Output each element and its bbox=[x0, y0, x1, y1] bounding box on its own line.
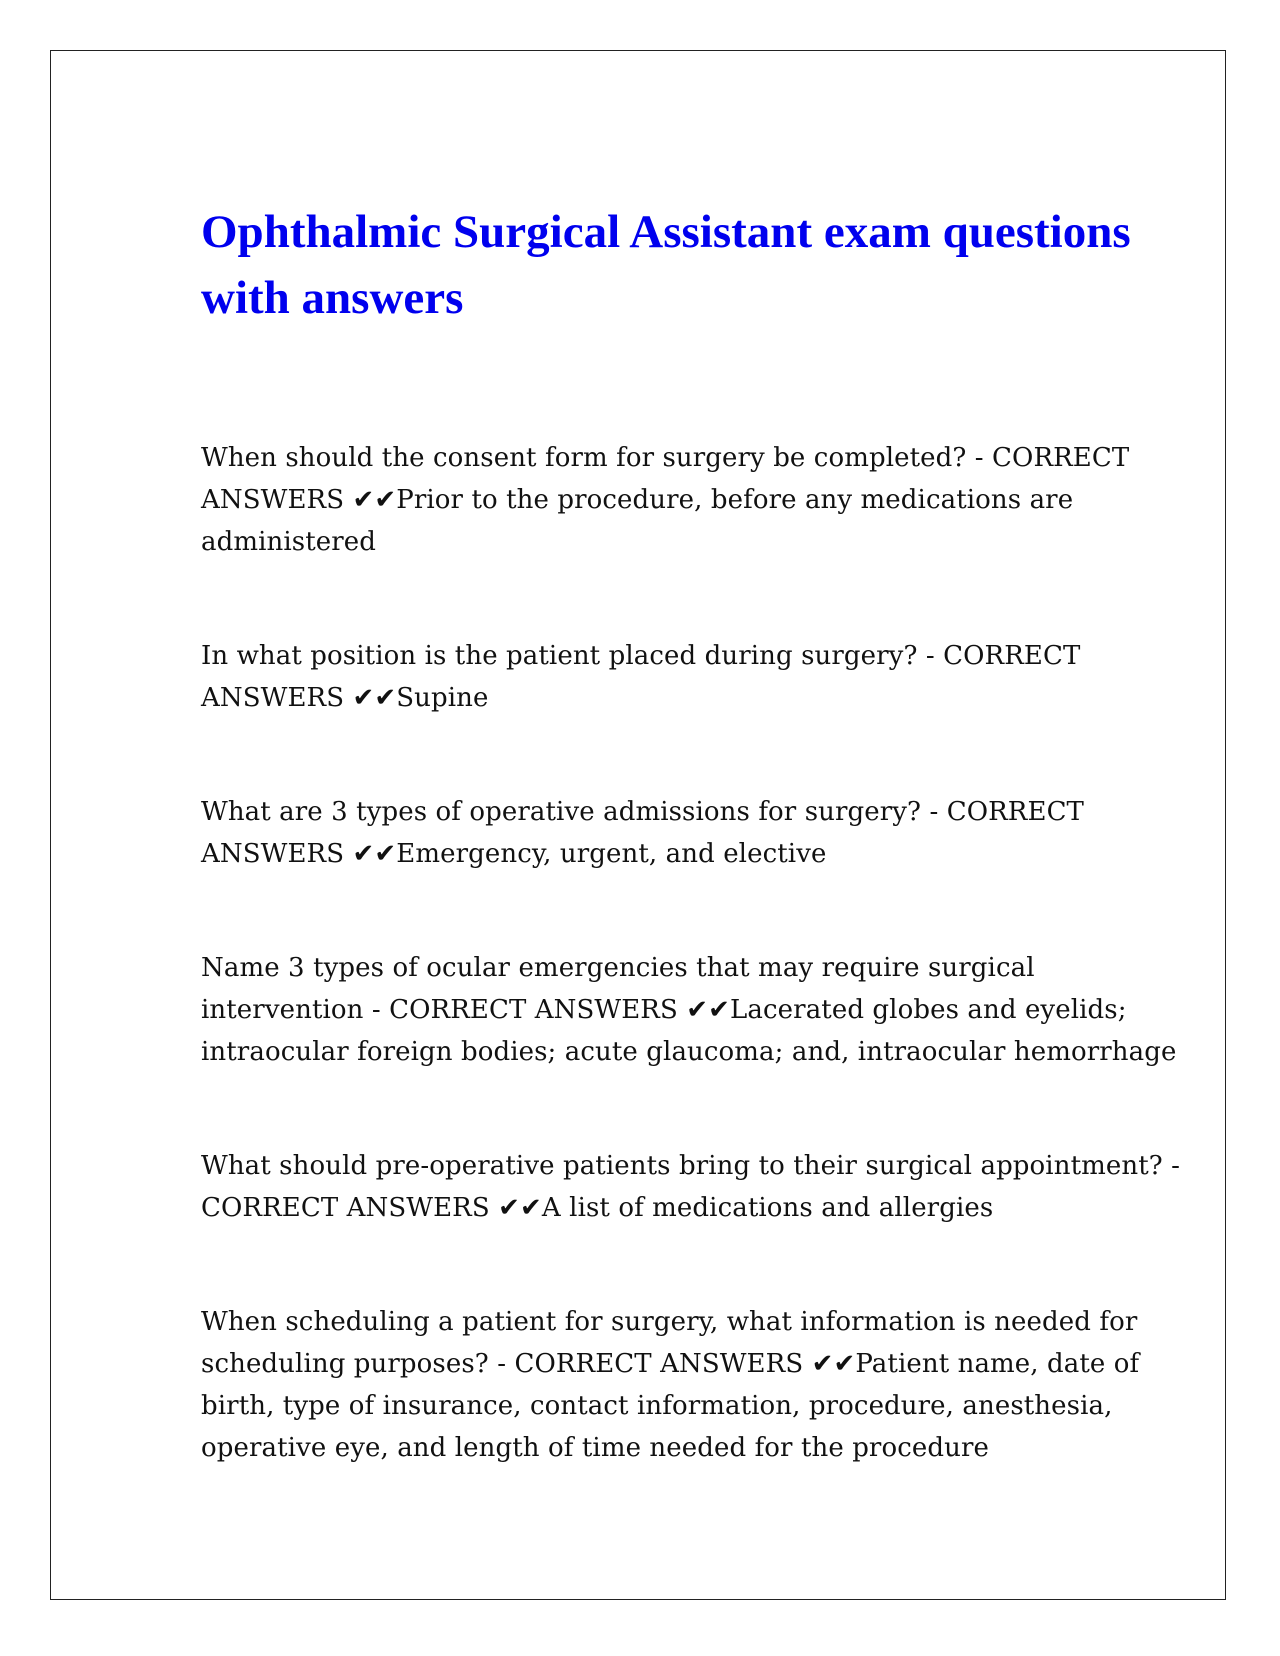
document-title: Ophthalmic Surgical Assistant exam questions with answers bbox=[201, 206, 1131, 324]
question-text: In what position is the patient placed during surgery? bbox=[201, 641, 918, 671]
document-page bbox=[50, 50, 1226, 1600]
answer-text: Prior to the procedure, before any medications are administered bbox=[201, 485, 1074, 557]
document-content bbox=[201, 199, 1191, 1541]
qa-item bbox=[201, 437, 1191, 563]
question-text: When should the consent form for surgery be completed? bbox=[201, 443, 967, 473]
answer-separator: - CORRECT ANSWERS ✔✔ bbox=[201, 1151, 1181, 1223]
qa-item bbox=[201, 791, 1191, 875]
question-text: What should pre-operative patients bring to their surgical appointment? bbox=[201, 1151, 1163, 1181]
qa-item bbox=[201, 635, 1191, 719]
qa-item bbox=[201, 947, 1191, 1073]
question-text: What are 3 types of operative admissions for surgery? bbox=[201, 797, 922, 827]
qa-item bbox=[201, 1145, 1191, 1229]
answer-text: Lacerated globes and eyelids; intraocular foreign bodies; acute glaucoma; and, intraocular hemorrhage bbox=[201, 995, 1177, 1067]
answer-text: A list of medications and allergies bbox=[541, 1193, 994, 1223]
answer-separator: - CORRECT ANSWERS ✔✔ bbox=[488, 1349, 856, 1379]
answer-text: Emergency, urgent, and elective bbox=[396, 839, 827, 869]
answer-text: Patient name, date of birth, type of insurance, contact information, procedure, anesthesia, operative eye, and length of time needed for the procedure bbox=[201, 1349, 1140, 1463]
qa-item bbox=[201, 1301, 1191, 1469]
answer-separator: - CORRECT ANSWERS ✔✔ bbox=[201, 797, 1084, 869]
answer-separator: - CORRECT ANSWERS ✔✔ bbox=[201, 641, 1081, 713]
question-text: When scheduling a patient for surgery, what information is needed for scheduling purposes? bbox=[201, 1307, 1138, 1379]
answer-text: Supine bbox=[396, 683, 489, 713]
answer-separator: - CORRECT ANSWERS ✔✔ bbox=[363, 995, 731, 1025]
question-text: Name 3 types of ocular emergencies that may require surgical intervention bbox=[201, 953, 1035, 1025]
answer-separator: - CORRECT ANSWERS ✔✔ bbox=[201, 443, 1130, 515]
qa-list bbox=[201, 437, 1191, 1469]
